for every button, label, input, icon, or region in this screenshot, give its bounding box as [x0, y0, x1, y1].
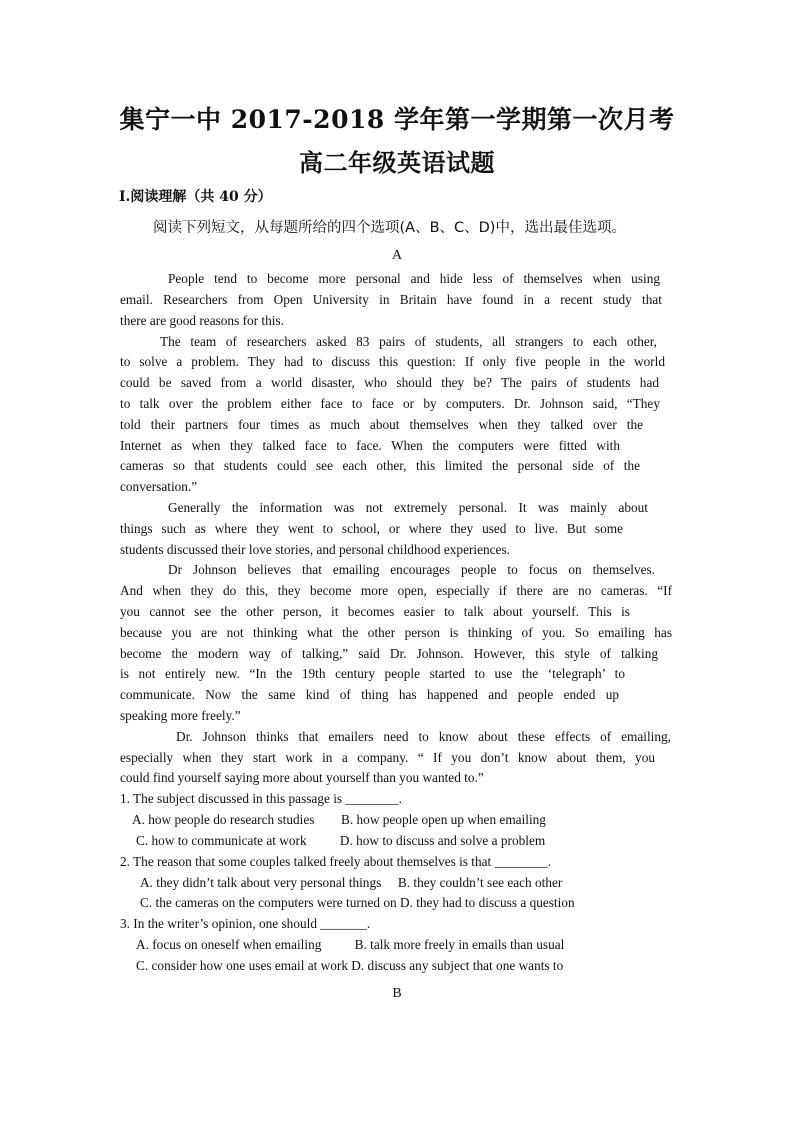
exam-title: 集宁一中 2017-2018 学年第一学期第一次月考 [119, 105, 675, 134]
passage-line: speaking more freely.” [120, 708, 241, 723]
passage-line: could be saved from a world disaster, who should they be? The pairs of students had [120, 375, 659, 390]
passage-line: told their partners four times as much about themselves when they talked over the [120, 417, 643, 432]
passage-line: things such as where they went to school, or where they used to live. But some [120, 521, 623, 536]
passage-line: to talk over the problem either face to face or by computers. Dr. Johnson said, “They [120, 396, 660, 411]
passage-line: become the modern way of talking,” said Dr. Johnson. However, this style of talking [120, 646, 658, 661]
section-heading: I.阅读理解（共 40 分） [119, 189, 272, 205]
passage-line: especially when they start work in a company. “ If you don’t know about them, you [120, 750, 655, 765]
passage-line: could find yourself saying more about yourself than you wanted to.” [120, 770, 484, 785]
question-2-options: C. the cameras on the computers were turned on D. they had to discuss a question [140, 895, 575, 910]
passage-line: email. Researchers from Open University in Britain have found in a recent study that [120, 292, 662, 307]
passage-line: Dr. Johnson thinks that emailers need to know about these effects of emailing, [176, 729, 671, 744]
passage-line: Internet as when they talked face to face. When the computers were fitted with [120, 438, 620, 453]
question-1-options: A. how people do research studies B. how people open up when emailing [132, 812, 546, 827]
question-2: 2. The reason that some couples talked freely about themselves is that ________. [120, 854, 552, 869]
passage-line: is not entirely new. “In the 19th century people started to use the ‘telegraph’ to [120, 666, 625, 681]
question-3-options: A. focus on oneself when emailing B. talk more freely in emails than usual [136, 937, 565, 952]
question-3: 3. In the writer’s opinion, one should _______. [120, 916, 371, 931]
passage-line: And when they do this, they become more open, especially if there are no cameras. “If [120, 583, 672, 598]
passage-line: Generally the information was not extremely personal. It was mainly about [168, 500, 648, 515]
question-3-options: C. consider how one uses email at work D. discuss any subject that one wants to [136, 958, 564, 973]
passage-line: to solve a problem. They had to discuss this question: If only five people in the world [120, 354, 665, 369]
question-1-options: C. how to communicate at work D. how to discuss and solve a problem [136, 833, 546, 848]
passage-line: communicate. Now the same kind of thing has happened and people ended up [120, 687, 619, 702]
exam-subtitle: 高二年级英语试题 [299, 148, 495, 177]
passage-line: students discussed their love stories, and personal childhood experiences. [120, 542, 510, 557]
passage-line: People tend to become more personal and hide less of themselves when using [168, 271, 660, 286]
passage-b-label: B [392, 986, 402, 1001]
question-2-options: A. they didn’t talk about very personal things B. they couldn’t see each other [140, 875, 563, 890]
passage-line: cameras so that students could see each other, this limited the personal side of the [120, 458, 640, 473]
passage-line: you cannot see the other person, it becomes easier to talk about yourself. This is [120, 604, 630, 619]
passage-line: The team of researchers asked 83 pairs of students, all strangers to each other, [160, 334, 657, 349]
instruction-text: 阅读下列短文，从每题所给的四个选项(A、B、C、D)中，选出最佳选项。 [153, 220, 626, 236]
passage-line: because you are not thinking what the other person is thinking of you. So emailing has [120, 625, 672, 640]
passage-line: there are good reasons for this. [120, 313, 284, 328]
passage-a-label: A [391, 248, 403, 263]
passage-line: conversation.” [120, 479, 198, 494]
passage-line: Dr Johnson believes that emailing encourages people to focus on themselves. [168, 562, 655, 577]
question-1: 1. The subject discussed in this passage is ________. [120, 791, 402, 806]
